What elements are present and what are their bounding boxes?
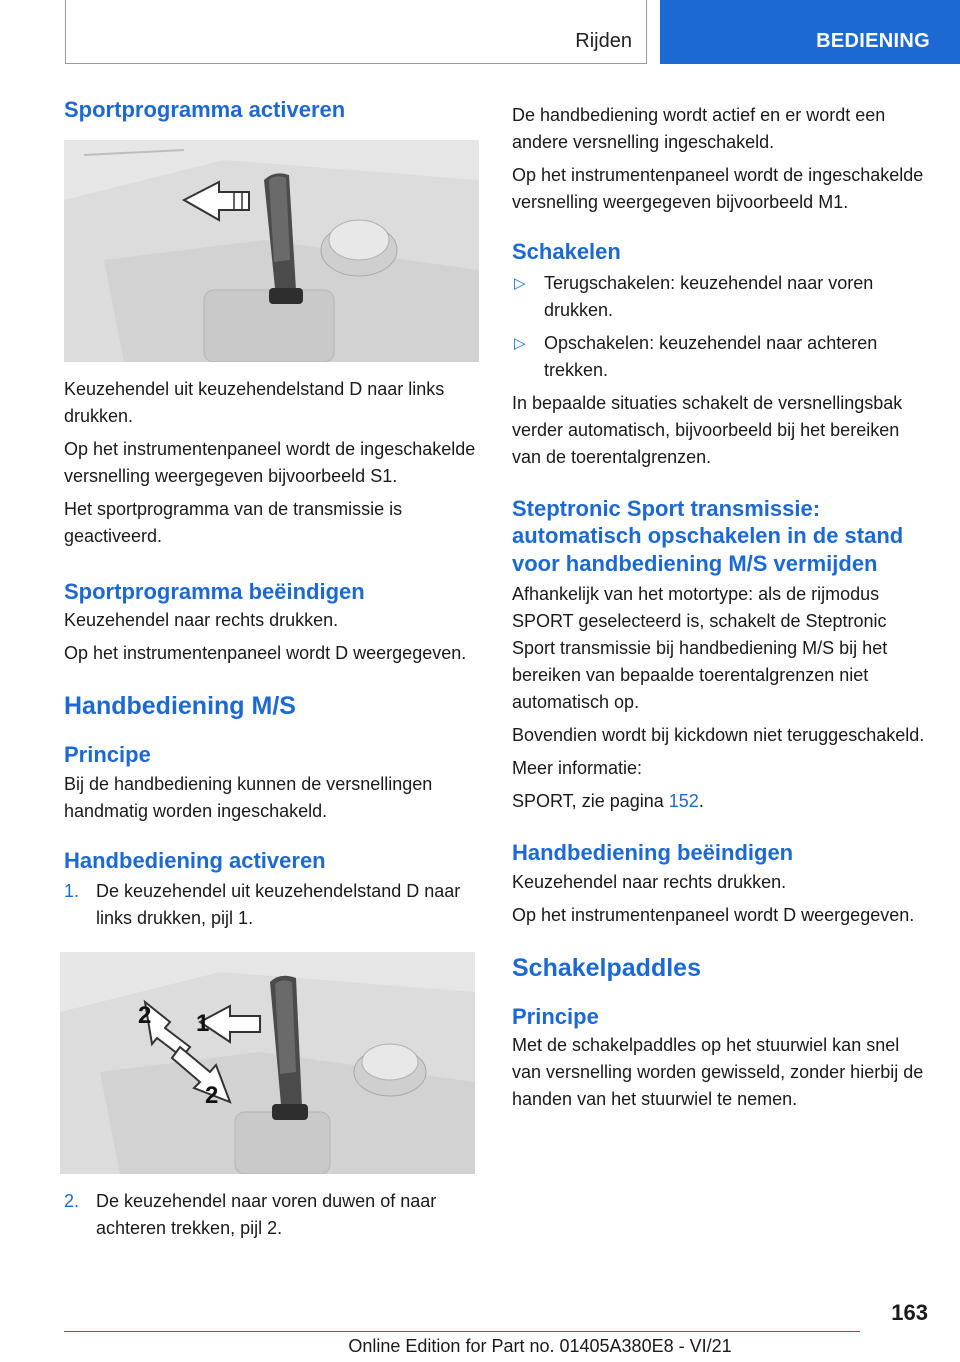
heading-principe: Principe <box>512 1003 599 1029</box>
step-item <box>64 1188 484 1242</box>
paragraph: Op het instrumentenpaneel wordt de ingeschakelde versnelling weergegeven bijvoorbeeld S1. <box>64 438 476 486</box>
edition-text: Online Edition for Part no. 01405A380E8 - VI/21 <box>348 1336 732 1356</box>
heading-schakelen: Schakelen <box>512 239 621 264</box>
reference-text: SPORT, zie pagina <box>512 791 669 811</box>
reference-period: . <box>698 791 704 811</box>
heading-steptronic: Steptronic Sport transmissie: automatisch opschakelen in de stand voor handbediening M/S vermijden <box>512 495 904 576</box>
left-column <box>64 96 484 1248</box>
paragraph: Afhankelijk van het motortype: als de rijmodus SPORT geselecteerd is, schakelt de Steptronic Sport transmissie bij handbediening M/S bij het bereiken van bepaalde toerentalgrenzen niet automatisch op. <box>512 584 888 712</box>
step-number: 1. <box>64 881 80 901</box>
header-chapter-tab <box>660 0 960 64</box>
paragraph: Het sportprogramma van de transmissie is geactiveerd. <box>64 498 403 546</box>
heading-sport-activate: Sportprogramma activeren <box>64 97 346 122</box>
paragraph: Op het instrumentenpaneel wordt D weergegeven. <box>64 643 467 663</box>
step-item <box>64 878 484 932</box>
steps-list <box>64 878 484 932</box>
heading-paddles: Schakelpaddles <box>512 953 701 982</box>
shift-bullet-list <box>512 270 928 384</box>
paragraph: Keuzehendel naar rechts drukken. <box>512 871 787 892</box>
figure-selector-lever-left <box>64 140 479 362</box>
header-section-box <box>65 0 647 64</box>
selector-lever-arrows-illustration <box>60 952 475 1174</box>
paragraph: Bij de handbediening kunnen de versnellingen handmatig worden ingeschakeld. <box>64 773 433 821</box>
paragraph: Keuzehendel naar rechts drukken. <box>64 610 339 630</box>
arrow-label-2-bottom: 2 <box>205 1082 219 1109</box>
paragraph: De handbediening wordt actief en er wordt een andere versnelling ingeschakeld. <box>512 105 886 152</box>
bullet-item <box>512 330 928 384</box>
paragraph: Op het instrumentenpaneel wordt de ingeschakelde versnelling weergegeven bijvoorbeeld M1. <box>512 165 924 212</box>
heading-principe: Principe <box>64 742 151 767</box>
paragraph: Met de schakelpaddles op het stuurwiel kan snel van versnelling worden gewisseld, zonder hierbij de handen van het stuurwiel te nemen. <box>512 1035 924 1109</box>
paragraph: Keuzehendel uit keuzehendelstand D naar links drukken. <box>64 378 445 426</box>
heading-manual-ms: Handbediening M/S <box>64 692 296 720</box>
step-text: De keuzehendel naar voren duwen of naar achteren trekken, pijl 2. <box>96 1191 437 1238</box>
paragraph: Bovendien wordt bij kickdown niet teruggeschakeld. <box>512 725 925 745</box>
paragraph-reference <box>512 788 928 815</box>
header-section-title: Rijden <box>575 30 632 52</box>
step-number: 2. <box>64 1191 80 1211</box>
heading-manual-end: Handbediening beëindigen <box>512 840 794 865</box>
selector-lever-illustration <box>64 140 479 362</box>
bullet-item <box>512 270 928 324</box>
paragraph: In bepaalde situaties schakelt de versnellingsbak verder automatisch, bijvoorbeeld bij het bereiken van de toerentalgrenzen. <box>512 392 903 467</box>
page-link[interactable]: 152 <box>668 791 699 811</box>
arrow-label-2-top: 2 <box>138 1002 152 1029</box>
heading-manual-activate: Handbediening activeren <box>64 847 326 873</box>
triangle-bullet-icon: ▷ <box>514 334 526 352</box>
bullet-text: Terugschakelen: keuzehendel naar voren drukken. <box>544 272 874 320</box>
figure-selector-lever-arrows <box>60 952 475 1174</box>
triangle-bullet-icon: ▷ <box>514 274 526 292</box>
page-number: 163 <box>891 1300 928 1325</box>
arrow-label-1: 1 <box>196 1010 210 1037</box>
right-column <box>512 102 928 1119</box>
steps-list <box>64 1188 484 1242</box>
heading-sport-end: Sportprogramma beëindigen <box>64 578 365 604</box>
paragraph: Meer informatie: <box>512 758 643 778</box>
footer-divider <box>64 1331 860 1332</box>
header-chapter-title: BEDIENING <box>816 30 930 52</box>
step-text: De keuzehendel uit keuzehendelstand D naar links drukken, pijl 1. <box>96 881 461 928</box>
bullet-text: Opschakelen: keuzehendel naar achteren trekken. <box>544 332 878 380</box>
paragraph: Op het instrumentenpaneel wordt D weergegeven. <box>512 904 915 925</box>
